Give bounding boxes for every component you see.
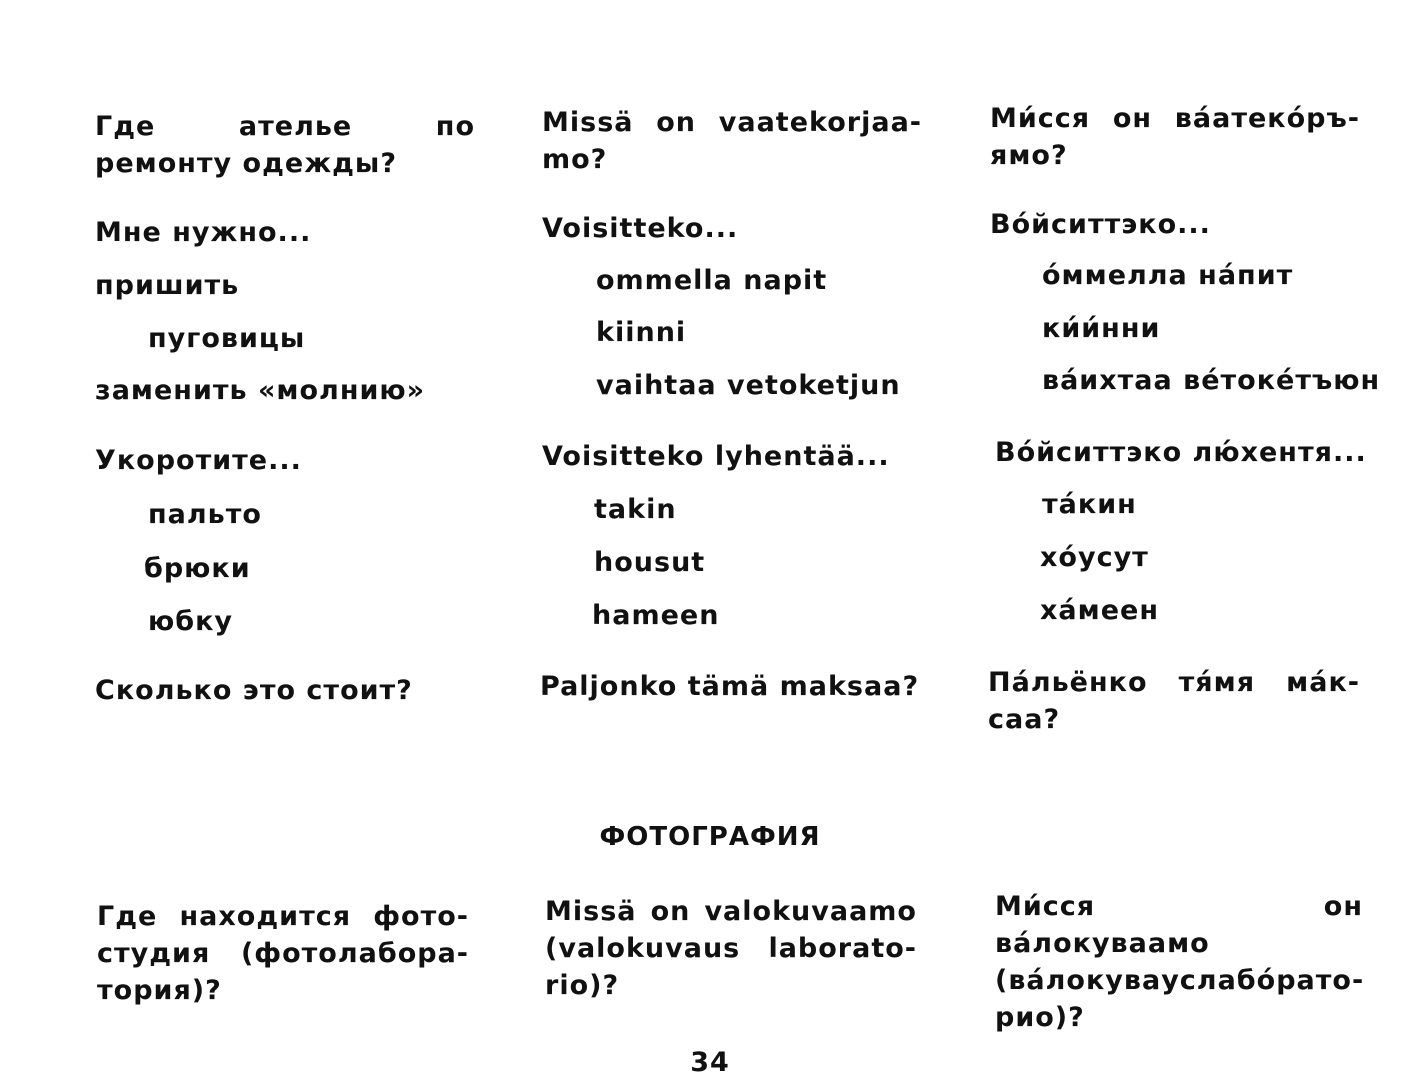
phrase-ru-sew-on: пришить: [95, 270, 240, 301]
phrase-ru-shorten: Укоротите...: [95, 445, 302, 476]
phrase-tr-skirt: ха́меен: [1040, 595, 1159, 626]
phrase-ru-photo-studio: Где находится фото- студия (фотолабора- тория)?: [97, 901, 469, 1006]
phrase-tr-need: Во́йситтэко...: [990, 209, 1211, 240]
phrase-ru-buttons: пуговицы: [148, 323, 306, 354]
phrase-tr-photo-studio: Ми́сся он ва́локуваамо (ва́локувауслабо́рато- рио)?: [995, 891, 1365, 1033]
phrase-fi-coat: takin: [594, 494, 677, 525]
phrase-fi-zipper: vaihtaa vetoketjun: [596, 370, 901, 401]
phrase-fi-need: Voisitteko...: [542, 213, 739, 244]
phrase-tr-atelier: Ми́сся он ва́атеко́ръ- ямо?: [990, 103, 1360, 171]
phrase-ru-zipper: заменить «молнию»: [95, 375, 426, 406]
phrase-fi-buttons: kiinni: [596, 317, 687, 348]
phrase-ru-price: Сколько это стоит?: [95, 675, 413, 706]
phrase-tr-coat: та́кин: [1042, 489, 1137, 520]
phrase-ru-trousers: брюки: [144, 553, 251, 584]
phrase-ru-skirt: юбку: [148, 606, 234, 637]
phrase-ru-atelier: Где ателье по ремонту одежды?: [95, 111, 475, 179]
page-number: 34: [690, 1047, 730, 1078]
phrase-ru-coat: пальто: [148, 499, 262, 530]
phrase-tr-buttons: ки́и́нни: [1042, 313, 1161, 344]
phrase-fi-shorten: Voisitteko lyhentää...: [542, 441, 890, 472]
phrase-tr-zipper: ва́ихтаа ве́токе́тъюн: [1042, 365, 1381, 396]
phrase-fi-atelier: Missä on vaatekorjaa- mo?: [542, 107, 922, 175]
phrase-fi-sew-on: ommella napit: [596, 265, 828, 296]
phrase-fi-price: Paljonko tämä maksaa?: [540, 671, 920, 702]
phrase-tr-sew-on: о́ммелла на́пит: [1042, 260, 1294, 291]
phrase-fi-trousers: housut: [594, 547, 706, 578]
phrase-ru-need: Мне нужно...: [95, 217, 312, 248]
phrase-fi-skirt: hameen: [592, 600, 720, 631]
section-heading-photography: ФОТОГРАФИЯ: [599, 822, 821, 852]
phrase-fi-photo-studio: Missä on valokuvaamo (valokuvaus laborato- rio)?: [545, 896, 917, 1001]
phrase-tr-trousers: хо́усут: [1040, 542, 1149, 573]
phrase-tr-shorten: Во́йситтэко лю́хентя...: [995, 437, 1367, 468]
phrase-tr-price: Па́льёнко тя́мя ма́к- саа?: [988, 667, 1360, 735]
